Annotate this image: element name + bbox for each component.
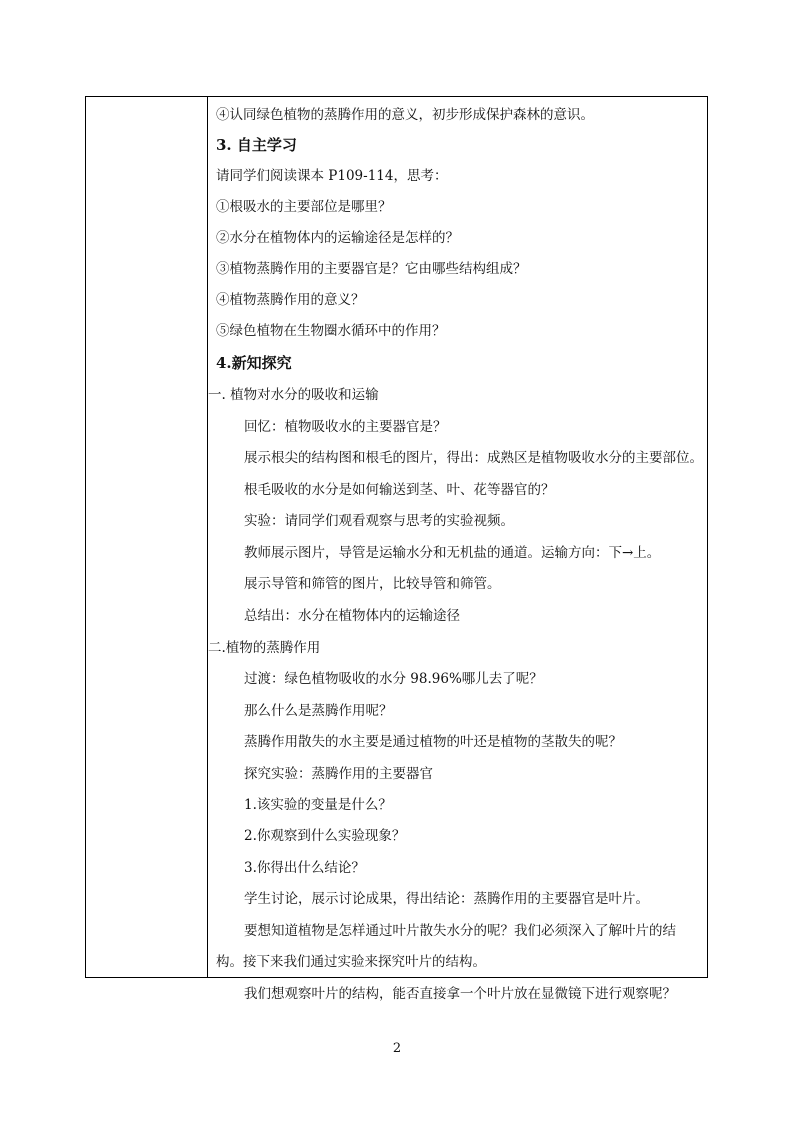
self-study-heading: 3. 自主学习	[216, 136, 297, 154]
goal-4: ④认同绿色植物的蒸腾作用的意义，初步形成保护森林的意识。	[216, 107, 594, 123]
column-divider	[207, 97, 208, 977]
part2-line: 过渡：绿色植物吸收的水分 98.96%哪儿去了呢？	[244, 671, 543, 687]
lesson-table	[85, 96, 708, 1002]
self-study-intro: 请同学们阅读课本 P109-114，思考：	[216, 168, 448, 184]
part2-line: 那么什么是蒸腾作用呢？	[244, 703, 393, 719]
part2-line: 蒸腾作用散失的水主要是通过植物的叶还是植物的茎散失的呢？	[244, 734, 622, 750]
part2-line: 2.你观察到什么实验现象？	[244, 828, 406, 844]
part1-line: 展示根尖的结构图和根毛的图片，得出：成熟区是植物吸收水分的主要部位。	[244, 450, 703, 466]
part1-line: 根毛吸收的水分是如何输送到茎、叶、花等器官的？	[244, 482, 555, 498]
question-item: ⑤绿色植物在生物圈水循环中的作用？	[216, 323, 446, 339]
part2-line: 构。接下来我们通过实验来探究叶片的结构。	[216, 954, 486, 970]
part1-line: 教师展示图片，导管是运输水分和无机盐的通道。运输方向：下→上。	[244, 545, 661, 561]
part1-line: 回忆：植物吸收水的主要器官是？	[244, 419, 447, 435]
part2-line: 我们想观察叶片的结构，能否直接拿一个叶片放在显微镜下进行观察呢？	[244, 986, 676, 1002]
part1-line: 实验：请同学们观看观察与思考的实验视频。	[244, 513, 514, 529]
question-item: ④植物蒸腾作用的意义？	[216, 292, 365, 308]
new-knowledge-heading: 4.新知探究	[216, 354, 292, 372]
part2-line: 3.你得出什么结论？	[244, 860, 365, 876]
part2-title: 二.植物的蒸腾作用	[208, 640, 321, 656]
question-item: ①根吸水的主要部位是哪里？	[216, 199, 392, 215]
part2-line: 1.该实验的变量是什么？	[244, 797, 392, 813]
question-item: ②水分在植物体内的运输途径是怎样的？	[216, 230, 459, 246]
page-number: 2	[392, 1041, 402, 1056]
part1-line: 总结出：水分在植物体内的运输途径	[244, 608, 460, 624]
part2-line: 探究实验：蒸腾作用的主要器官	[244, 766, 433, 782]
part2-line: 学生讨论，展示讨论成果，得出结论：蒸腾作用的主要器官是叶片。	[244, 891, 649, 907]
part2-line: 要想知道植物是怎样通过叶片散失水分的呢？我们必须深入了解叶片的结	[244, 923, 676, 939]
part1-line: 展示导管和筛管的图片，比较导管和筛管。	[244, 576, 501, 592]
part1-title: 一. 植物对水分的吸收和运输	[208, 387, 379, 403]
question-item: ③植物蒸腾作用的主要器官是？它由哪些结构组成？	[216, 261, 527, 277]
